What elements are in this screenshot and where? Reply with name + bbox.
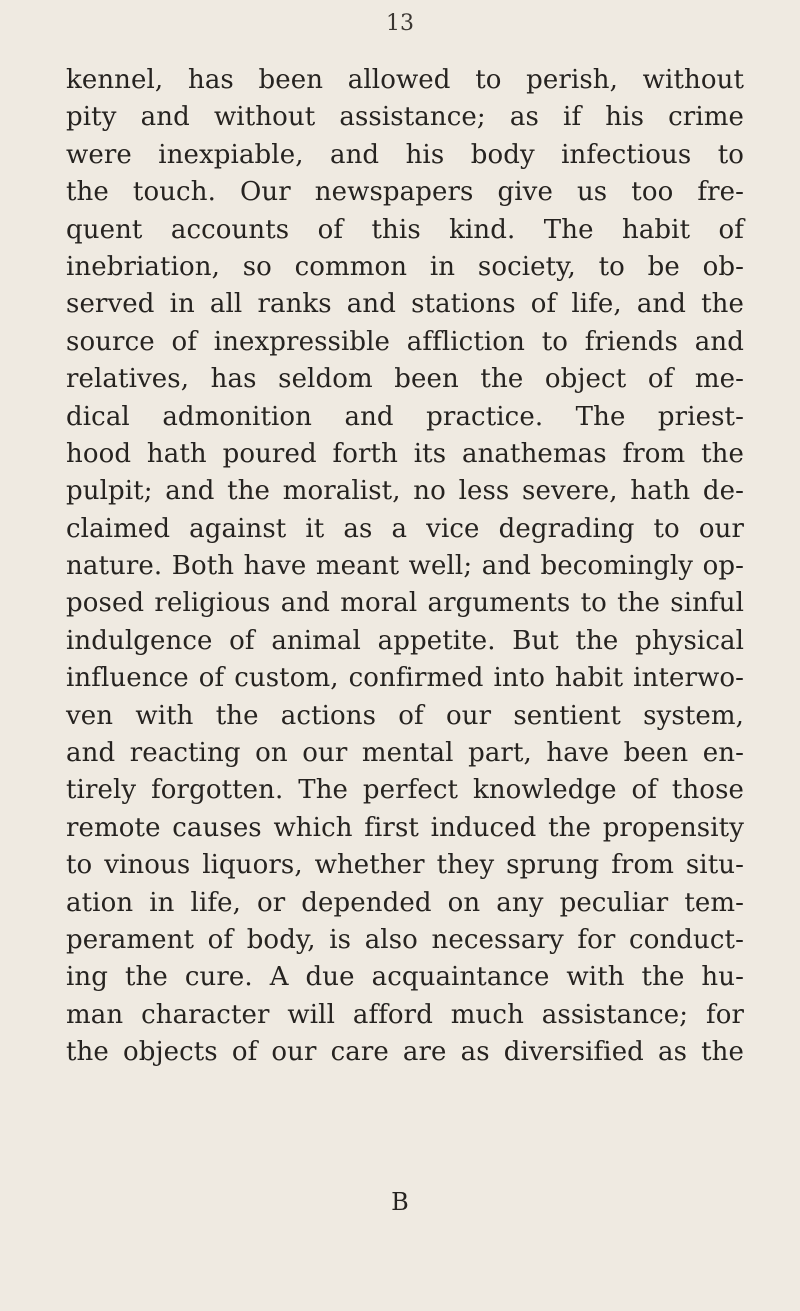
text-line: tirely forgotten. The perfect knowledge of those	[66, 775, 744, 806]
page-number: 13	[386, 11, 414, 36]
text-line: posed religious and moral arguments to the sinful	[66, 588, 744, 619]
text-line: quent accounts of this kind. The habit of	[66, 214, 744, 245]
text-line: pulpit; and the moralist, no less severe, hath de-	[66, 476, 744, 507]
text-line: relatives, has seldom been the object of me-	[66, 364, 744, 395]
text-line: dical admonition and practice. The priest-	[66, 401, 744, 432]
text-line: and reacting on our mental part, have been en-	[66, 738, 744, 769]
signature-mark: B	[391, 1188, 409, 1216]
text-line: the objects of our care are as diversified as the	[66, 1037, 744, 1068]
text-line: the touch. Our newspapers give us too fre-	[66, 177, 744, 208]
text-line: kennel, has been allowed to perish, without	[66, 65, 744, 95]
body-text	[66, 62, 744, 1072]
text-line: pity and without assistance; as if his crime	[66, 102, 744, 133]
text-line: man character will afford much assistance; for	[66, 999, 744, 1030]
text-line: ation in life, or depended on any peculiar tem-	[66, 887, 744, 918]
text-line: indulgence of animal appetite. But the physical	[66, 625, 744, 656]
text-line: were inexpiable, and his body infectious to	[66, 139, 744, 170]
text-line: hood hath poured forth its anathemas from the	[66, 438, 744, 469]
text-line: ven with the actions of our sentient system,	[66, 700, 744, 731]
text-line: ing the cure. A due acquaintance with the hu-	[66, 962, 744, 993]
text-line: nature. Both have meant well; and becomingly op-	[66, 551, 744, 582]
text-line: source of inexpressible affliction to friends and	[66, 326, 744, 357]
text-line: claimed against it as a vice degrading to our	[66, 513, 744, 544]
text-line: to vinous liquors, whether they sprung from situ-	[66, 850, 744, 881]
text-line: inebriation, so common in society, to be ob-	[66, 251, 744, 282]
text-line: perament of body, is also necessary for conduct-	[66, 924, 744, 955]
text-line: remote causes which first induced the propensity	[66, 812, 744, 843]
text-line: influence of custom, confirmed into habit interwo-	[66, 663, 744, 694]
text-line: served in all ranks and stations of life, and the	[66, 289, 744, 320]
